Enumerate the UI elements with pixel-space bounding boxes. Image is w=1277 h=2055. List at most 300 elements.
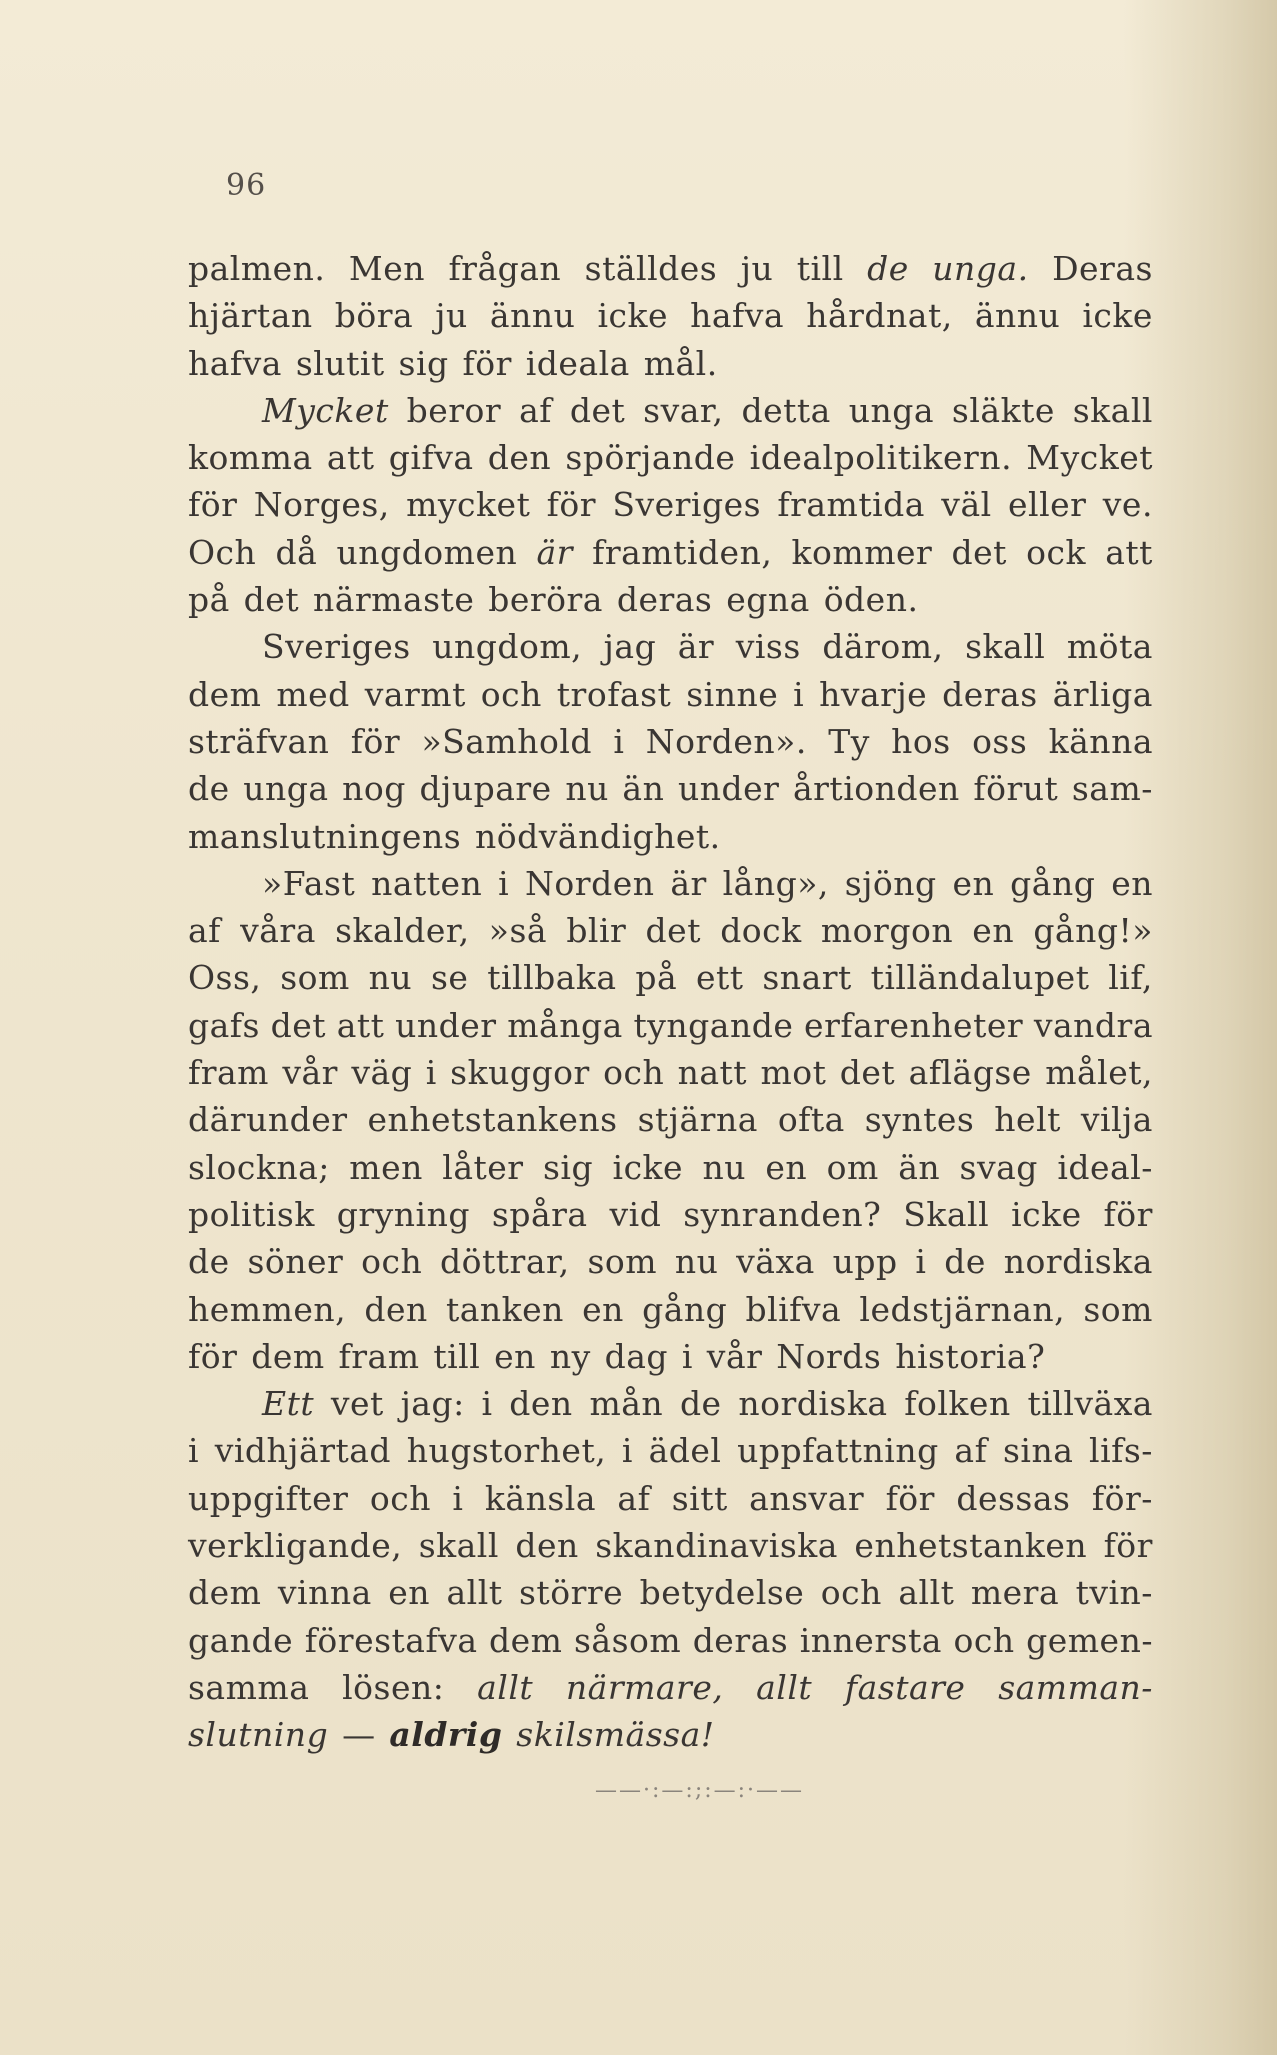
word: tilländalupet [870,958,1090,998]
word: slutning [188,1715,329,1755]
word: låter [442,1147,524,1187]
word: ett [696,958,744,998]
word: dem [251,1336,325,1376]
text-line [188,1475,1153,1522]
word: dock [720,911,802,951]
page-number: 96 [226,168,267,203]
word: de [679,1384,722,1424]
word: en [388,1573,431,1613]
word: ungdomen [336,532,518,572]
word: böra [334,296,414,336]
word: eller [1008,485,1087,525]
word: om [826,1147,879,1187]
word: som [1083,1289,1153,1329]
word: för [546,485,597,525]
text-line [188,623,1153,670]
word: ny [549,1336,591,1376]
word: icke [1082,296,1153,336]
word: och [953,1620,1015,1660]
word: skall [418,1526,499,1566]
word: vandra [1033,1005,1153,1045]
word: Norden [525,863,655,903]
word: uppgifter [188,1478,349,1518]
text-line [188,529,1153,576]
word: det [270,1005,327,1045]
word: för [462,343,512,383]
word: skalder, [335,911,470,951]
word: af [617,1478,651,1518]
word: varmt [364,674,466,714]
word: samma [188,1667,310,1707]
text-line [188,245,1153,292]
word: upp [832,1242,898,1282]
word: hårdnat, [806,296,953,336]
word: gång [1010,863,1096,903]
word: tanken [445,1289,564,1329]
word: trofast [556,674,672,714]
word: nu [368,958,413,998]
word: hjärtan [188,296,313,336]
text-line [188,292,1153,339]
word: det [243,580,300,620]
word: gemen- [1026,1620,1153,1660]
word: politisk [188,1194,315,1234]
word: förestafva [304,1620,478,1660]
word: mycket [406,485,531,525]
word: en [494,1336,536,1376]
text-line [188,481,1153,528]
text-line [188,576,1153,623]
word: den [515,1526,579,1566]
word: i [613,721,625,761]
word: Och [188,532,257,572]
word: i [188,1431,200,1471]
word: aldrig [389,1715,503,1755]
word: mån [589,1384,664,1424]
word: aflägse [908,1053,1032,1093]
word: en [582,1289,624,1329]
word: och [820,1573,882,1613]
word: dag [604,1336,669,1376]
word: än [898,1147,941,1187]
word: ställdes [584,249,718,288]
word: tillväxa [1027,1384,1153,1424]
word: är [670,863,707,903]
word: allt [756,1667,813,1707]
word: i [915,1242,927,1282]
word: komma [188,438,313,478]
word: som [280,958,350,998]
word: som [587,1242,658,1282]
end-ornament: ——·:—:;:—:·—— [595,1778,805,1803]
word: ärliga [1052,674,1153,714]
word: framtida [777,485,925,525]
word: deras [616,580,713,620]
word: större [519,1573,624,1613]
word: i [498,863,510,903]
text-line [188,1049,1153,1096]
word: är [677,627,715,667]
word: slockna; [188,1147,330,1187]
word: gryning [336,1194,470,1234]
text-line [188,671,1153,718]
word: såsom [573,1620,682,1660]
text-line [188,1144,1153,1191]
word: vår [706,1336,763,1376]
word: nu [702,1147,746,1187]
word: natten [371,863,483,903]
text-line [188,1711,1153,1758]
word: lösen: [342,1667,445,1707]
word: nu [674,1242,719,1282]
word: dem [188,1573,262,1613]
word: fastare [844,1667,966,1707]
word: skilsmässa! [516,1715,715,1755]
word: på [635,958,678,998]
word: hafva [188,343,282,383]
word: kommer [791,532,933,572]
word: sjöng [844,863,937,903]
word: ännu [974,296,1061,336]
word: ädel [648,1431,722,1471]
word: för [1103,1526,1153,1566]
word: unga. [932,249,1029,288]
word: Deras [1052,249,1153,288]
word: för [188,1336,238,1376]
word: att [1105,532,1153,572]
word: sig [398,343,449,383]
word: vet [330,1384,384,1424]
word: en [765,1147,808,1187]
word: Skall [903,1194,990,1234]
word: sig [542,1147,594,1187]
word: ideala [525,343,630,383]
word: förut [973,769,1059,809]
word: är [536,532,573,572]
word: på [188,580,230,620]
word: allt [446,1573,503,1613]
word: den [487,438,552,478]
word: egna [726,580,810,620]
text-line [188,1191,1153,1238]
word: sitt [671,1478,728,1518]
word: skall [965,627,1046,667]
word: enhetstanken [854,1526,1088,1566]
word: framtiden, [592,532,773,572]
word: oss [972,721,1028,761]
word: Sveriges [612,485,762,525]
word: »så [488,911,548,951]
word: till [433,1336,481,1376]
word: närmaste [312,580,475,620]
word: jag [603,627,657,667]
word: i [452,1478,464,1518]
word: af [188,911,221,951]
word: icke [1011,1194,1082,1234]
word: ansvar [749,1478,865,1518]
word: tvin- [1075,1573,1153,1613]
word: nu [565,769,609,809]
word: i [681,1336,693,1376]
text-line [188,1333,1153,1380]
word: närmare, [565,1667,724,1707]
word: växa [736,1242,815,1282]
word: en [1111,863,1153,903]
word: årtionden [792,769,960,809]
text-line [188,1286,1153,1333]
word: fram [188,1053,269,1093]
word: skall [1072,390,1153,430]
word: idealpolitikern. [749,438,1013,478]
word: sina [1002,1431,1074,1471]
word: i [481,1384,493,1424]
word: dem [188,674,262,714]
word: spåra [491,1194,588,1234]
word: för [885,1478,935,1518]
text-line [188,1569,1153,1616]
word: beröra [488,580,603,620]
word: många [507,1005,623,1045]
word: snart [762,958,852,998]
word: släkte [951,390,1055,430]
word: väl [941,485,992,525]
word: »Fast [262,863,356,903]
word: deras [692,1620,789,1660]
word: ungdom, [432,627,583,667]
word: mot [760,1053,827,1093]
word: unga [243,769,329,809]
word: ju [435,296,468,336]
word: en [952,863,995,903]
word: hugstorhet, [406,1431,607,1471]
word: folken [904,1384,1011,1424]
word: spörjande [565,438,736,478]
word: döttrar, [440,1242,570,1282]
word: därom, [822,627,944,667]
word: ideal- [1057,1147,1153,1187]
word: vinna [277,1573,372,1613]
word: gifva [388,438,474,478]
word: historia? [895,1336,1046,1376]
word: hemmen, [188,1289,347,1329]
word: skuggor [450,1053,590,1093]
word: då [275,532,318,572]
word: den [509,1384,573,1424]
word: syntes [864,1100,975,1140]
word: för [350,721,401,761]
word: söner [247,1242,344,1282]
word: till [796,249,844,288]
word: för [1103,1194,1153,1234]
word: mål. [643,343,718,383]
text-line [188,860,1153,907]
word: gång [642,1289,728,1329]
word: manslutningens [188,816,462,856]
word: nog [342,769,406,809]
word: erfarenheter [804,1005,1024,1045]
word: natt [677,1053,748,1093]
text-line [188,340,1153,387]
word: vidhjärtad [214,1431,392,1471]
word: svag [959,1147,1038,1187]
word: de [867,249,909,288]
word: sinne [686,674,779,714]
word: en [972,911,1015,951]
word: morgon [820,911,954,951]
word: sam- [1071,769,1153,809]
word: det [951,532,1007,572]
word: gafs [188,1005,260,1045]
word: slutit [295,343,385,383]
word: betydelse [639,1573,805,1613]
word: innersta [799,1620,942,1660]
word: mera [970,1573,1060,1613]
word: samman- [998,1667,1153,1707]
word: ju [740,249,774,288]
word: för [188,485,238,525]
word: Nords [776,1336,882,1376]
word: blir [566,911,627,951]
word: möta [1066,627,1153,667]
word: sträfvan [188,721,330,761]
text-line [188,1427,1153,1474]
word: detta [741,390,831,430]
word: se [430,958,469,998]
word: målet, [1045,1053,1153,1093]
word: Norges, [253,485,390,525]
word: öden. [823,580,919,620]
word: det [569,390,626,430]
word: ledstjärnan, [859,1289,1066,1329]
text-line [188,1380,1153,1427]
word: beror [406,390,502,430]
word: verkligande, [188,1526,403,1566]
word: i [793,674,805,714]
word: viss [735,627,801,667]
word: ock [1026,532,1087,572]
word: dessas [956,1478,1071,1518]
word: gande [188,1620,294,1660]
word: lif, [1108,958,1153,998]
word: och [369,1478,431,1518]
text-line [188,765,1153,812]
word: med [276,674,350,714]
text-line [188,387,1153,434]
word: synranden? [683,1194,882,1234]
word: Norden». [645,721,807,761]
word: under [395,1005,497,1045]
word: de [188,769,230,809]
word: än [622,769,665,809]
word: de [944,1242,986,1282]
word: af [519,390,552,430]
word: det [645,911,701,951]
text-line [188,718,1153,765]
word: deras [942,674,1038,714]
word: därunder [188,1100,348,1140]
word: de [188,1242,230,1282]
body-text [188,245,1153,1759]
word: allt [477,1667,534,1707]
word: frågan [448,249,562,288]
word: Ty [828,721,870,761]
word: och [603,1053,665,1093]
word: ofta [777,1100,845,1140]
word: allt [898,1573,955,1613]
word: Ett [262,1384,315,1424]
word: att [326,438,375,478]
word: i [621,1431,633,1471]
word: icke [612,1147,684,1187]
word: jag: [400,1384,465,1424]
word: det [839,1053,896,1093]
word: gång!» [1033,911,1153,951]
word: dem [489,1620,563,1660]
word: våra [240,911,316,951]
word: den [364,1289,428,1329]
word: hos [891,721,951,761]
text-line [188,954,1153,1001]
word: af [954,1431,988,1471]
word: ännu [489,296,576,336]
word: vid [609,1194,662,1234]
word: Men [348,249,425,288]
word: lång», [722,863,829,903]
word: och [361,1242,423,1282]
text-line [188,1096,1153,1143]
text-line [188,813,1153,860]
word: känsla [484,1478,596,1518]
word: och [480,674,542,714]
text-line [188,434,1153,481]
word: svar, [643,390,724,430]
text-line [188,1238,1153,1285]
word: Mycket [262,390,389,430]
word: fram [338,1336,420,1376]
word: vilja [1080,1100,1153,1140]
text-line [188,1617,1153,1664]
word: vår [282,1053,338,1093]
word: stjärna [637,1100,758,1140]
word: tyngande [633,1005,794,1045]
word: helt [994,1100,1061,1140]
word: hafva [690,296,785,336]
word: lifs- [1089,1431,1153,1471]
word: palmen. [188,249,326,288]
word: icke [597,296,669,336]
word: för- [1091,1478,1153,1518]
word: känna [1048,721,1153,761]
word: i [425,1053,437,1093]
word: uppfattning [737,1431,939,1471]
word: djupare [419,769,552,809]
word: unga [848,390,935,430]
text-line [188,1664,1153,1711]
word: ve. [1102,485,1153,525]
word: nordiska [738,1384,888,1424]
word: att [336,1005,385,1045]
text-line [188,1002,1153,1049]
word: men [349,1147,423,1187]
text-line [188,1522,1153,1569]
word: skandinaviska [595,1526,838,1566]
word: nordiska [1003,1242,1153,1282]
word: — [342,1715,376,1755]
word: tillbaka [487,958,617,998]
word: enhetstankens [367,1100,618,1140]
word: under [677,769,780,809]
word: blifva [745,1289,842,1329]
